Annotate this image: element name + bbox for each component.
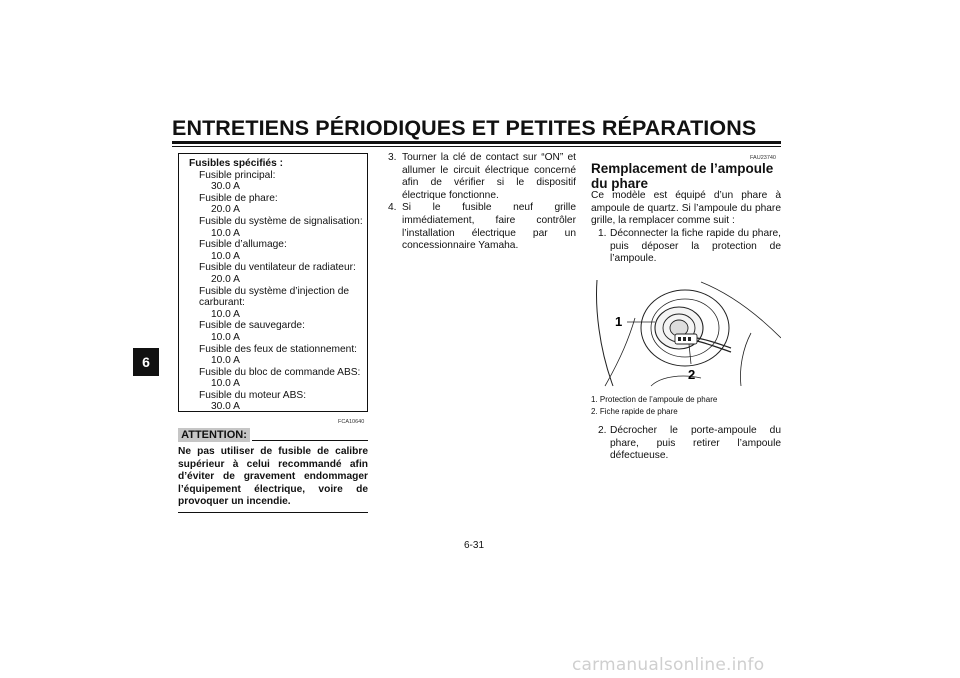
caption-2: 2. Fiche rapide de phare xyxy=(591,407,678,416)
spec-value: 10.0 A xyxy=(211,227,240,239)
spec-item-abs-unit xyxy=(189,367,367,390)
attention-rule xyxy=(252,440,368,441)
callout-2: 2 xyxy=(688,367,696,382)
middle-steps xyxy=(388,152,576,253)
spec-label: Fusible de sauvegarde: xyxy=(199,320,305,332)
spec-label: Fusible de phare: xyxy=(199,192,278,204)
spec-value: 30.0 A xyxy=(211,401,240,413)
attention-code: FCA10640 xyxy=(338,419,365,425)
section-intro: Ce modèle est équipé d’un phare à ampoule de quartz. Si l’ampoule du phare grille, la remplacer comme suit : xyxy=(591,190,781,227)
page-title: ENTRETIENS PÉRIODIQUES ET PETITES RÉPARATIONS xyxy=(172,116,757,140)
spec-item-ignition xyxy=(189,239,367,262)
headlight-figure xyxy=(591,278,781,388)
spec-item-abs-motor xyxy=(189,390,367,413)
section-step-2 xyxy=(598,425,781,463)
step-text: Décrocher le porte-ampoule du phare, puis retirer l’ampoule défectueuse. xyxy=(610,425,781,462)
chapter-tab: 6 xyxy=(133,348,159,376)
step-text: Déconnecter la fiche rapide du phare, puis déposer la protection de l’ampoule. xyxy=(610,228,781,265)
spec-label: Fusible du bloc de commande ABS: xyxy=(199,366,361,378)
header-rule-thin xyxy=(172,146,781,147)
spec-value: 20.0 A xyxy=(211,273,240,285)
spec-value: 30.0 A xyxy=(211,181,240,193)
spec-item-main xyxy=(189,170,367,193)
spec-label: Fusible du moteur ABS: xyxy=(199,389,307,401)
header-rule-thick xyxy=(172,141,781,144)
figure-captions xyxy=(591,394,781,418)
step-number: 1. xyxy=(598,228,607,239)
spec-item-headlight xyxy=(189,193,367,216)
attention-end-rule xyxy=(178,512,368,513)
step-text: Si le fusible neuf grille immédiatement, faire contrôler l’installation électrique par un concessionnaire Yamaha. xyxy=(402,202,576,252)
headlight-illustration xyxy=(591,278,781,388)
step-3 xyxy=(388,152,576,202)
section-step-1 xyxy=(598,228,781,266)
spec-value: 10.0 A xyxy=(211,378,240,390)
spec-value: 10.0 A xyxy=(211,250,240,262)
spec-label: Fusible du système de signalisation: xyxy=(199,215,363,227)
section-code: FAU23740 xyxy=(750,155,776,161)
step-number: 3. xyxy=(388,152,397,163)
spec-label: Fusible du système d’injection de carburant: xyxy=(199,285,350,309)
spec-label: Fusible des feux de stationnement: xyxy=(199,343,358,355)
spec-item-backup xyxy=(189,320,367,343)
page-number: 6-31 xyxy=(464,540,485,551)
step-4 xyxy=(388,202,576,252)
spec-item-parking xyxy=(189,344,367,367)
step-number: 4. xyxy=(388,202,397,214)
fuse-spec-box xyxy=(178,153,368,412)
caption-1: 1. Protection de l’ampoule de phare xyxy=(591,395,718,404)
attention-text: Ne pas utiliser de fusible de calibre supérieur à celui recommandé afin d’éviter de gravement endommager l’équipement électrique, voire de provoquer un incendie. xyxy=(178,446,368,508)
spec-label: Fusible du ventilateur de radiateur: xyxy=(199,262,356,274)
section-title: Remplacement de l’ampoule du phare xyxy=(591,161,774,191)
step-text: Tourner la clé de contact sur “ON” et allumer le circuit électrique concerné afin de vérifier si le dispositif électrique fonctionne. xyxy=(402,152,576,201)
spec-value: 10.0 A xyxy=(211,355,240,367)
spec-box-title: Fusibles spécifiés : xyxy=(189,158,283,169)
spec-item-signal xyxy=(189,216,367,239)
spec-value: 10.0 A xyxy=(211,308,240,320)
spec-item-fan xyxy=(189,262,367,285)
spec-value: 10.0 A xyxy=(211,331,240,343)
spec-label: Fusible d’allumage: xyxy=(199,239,287,251)
attention-badge: ATTENTION: xyxy=(178,428,250,442)
spec-item-injection xyxy=(189,286,367,321)
step-number: 2. xyxy=(598,425,607,436)
watermark: carmanualsonline.info xyxy=(572,655,765,675)
spec-label: Fusible principal: xyxy=(199,169,276,181)
callout-1: 1 xyxy=(615,314,623,329)
spec-value: 20.0 A xyxy=(211,204,240,216)
